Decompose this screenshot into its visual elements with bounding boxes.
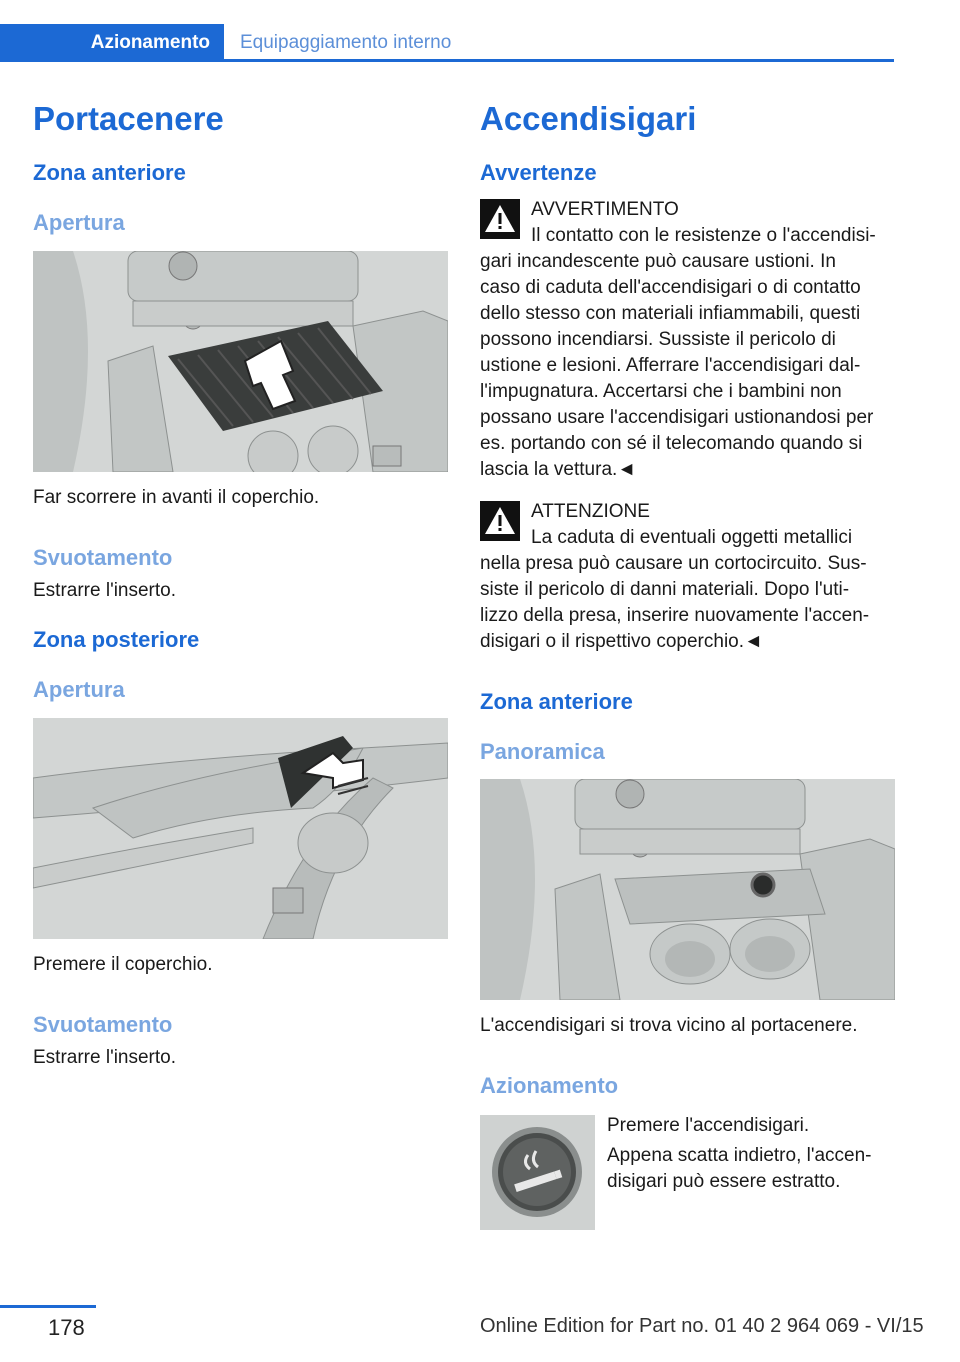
cigarette-lighter-overview-illustration <box>480 779 895 1000</box>
section-title-portacenere: Portacenere <box>33 100 224 137</box>
warning1-line-9: lascia la vettura.◄ <box>480 459 637 480</box>
ashtray-front-illustration <box>33 251 448 472</box>
ashtray-rear-drawing <box>33 718 448 939</box>
heading-right-front-zone: Zona anteriore <box>480 689 633 714</box>
warning1-line-4: possono incendiarsi. Sussiste il pericolo di <box>480 329 836 350</box>
warning1-line-7: possano usare l'accendisigari ustionandosi per <box>480 407 874 428</box>
heading-operation: Azionamento <box>480 1073 619 1098</box>
page-number: 178 <box>48 1315 85 1340</box>
heading-front-empty: Svuotamento <box>33 545 173 570</box>
caption-front-opening: Far scorrere in avanti il coperchio. <box>33 487 320 508</box>
warning1-line-1: gari incandescente può causare ustioni. In <box>480 251 836 272</box>
warning2-line-3: lizzo della presa, inserire nuovamente l'accen- <box>480 605 870 626</box>
warning1-line-2: caso di caduta dell'accendisigari o di contatto <box>480 277 861 298</box>
footer-divider <box>0 1305 96 1308</box>
lighter-overview-drawing <box>480 779 895 1000</box>
warning-triangle-icon <box>480 199 520 239</box>
warning2-line-1: nella presa può causare un cortocircuito. Sus- <box>480 553 867 574</box>
warning-triangle-icon <box>480 501 520 541</box>
text-front-empty: Estrarre l'inserto. <box>33 580 177 601</box>
cigarette-lighter-button-illustration <box>480 1115 595 1230</box>
heading-front-opening: Apertura <box>33 210 125 235</box>
warning1-line-0: Il contatto con le resistenze o l'accendisi- <box>531 225 876 246</box>
ashtray-rear-illustration <box>33 718 448 939</box>
cigarette-icon <box>480 1115 595 1230</box>
text-rear-empty: Estrarre l'inserto. <box>33 1047 177 1068</box>
warning1-line-3: dello stesso con materiali infiammabili, questi <box>480 303 861 324</box>
warning1-line-5: ustione e lesioni. Afferrare l'accendisigari dal- <box>480 355 861 376</box>
warning2-line-4: disigari o il rispettivo coperchio.◄ <box>480 631 763 652</box>
warning1-line-6: l'impugnatura. Accertarsi che i bambini non <box>480 381 842 402</box>
operation-line-0: Premere l'accendisigari. <box>607 1115 810 1136</box>
caption-overview: L'accendisigari si trova vicino al portacenere. <box>480 1015 858 1036</box>
warning1-line-8: es. portando con sé il telecomando quando si <box>480 433 863 454</box>
ashtray-front-drawing <box>33 251 448 472</box>
tab-equipaggiamento-interno[interactable]: Equipaggiamento interno <box>240 32 452 53</box>
heading-rear-zone: Zona posteriore <box>33 627 200 652</box>
warning2-label: ATTENZIONE <box>531 501 650 522</box>
heading-warnings: Avvertenze <box>480 160 597 185</box>
warning2-line-0: La caduta di eventuali oggetti metallici <box>531 527 853 548</box>
tab-azionamento[interactable]: Azionamento <box>0 24 224 62</box>
operation-line-1: Appena scatta indietro, l'accen- <box>607 1145 872 1166</box>
caption-rear-opening: Premere il coperchio. <box>33 954 213 975</box>
page-header <box>0 0 960 62</box>
heading-rear-empty: Svuotamento <box>33 1012 173 1037</box>
section-title-accendisigari: Accendisigari <box>480 100 697 137</box>
header-divider <box>224 59 894 62</box>
warning2-line-2: siste il pericolo di danni materiali. Dopo l'uti- <box>480 579 850 600</box>
heading-front-zone: Zona anteriore <box>33 160 186 185</box>
operation-line-2: disigari può essere estratto. <box>607 1171 841 1192</box>
warning1-label: AVVERTIMENTO <box>531 199 679 220</box>
heading-rear-opening: Apertura <box>33 677 125 702</box>
edition-info: Online Edition for Part no. 01 40 2 964 069 - VI/15 <box>480 1315 924 1337</box>
heading-overview: Panoramica <box>480 739 605 764</box>
